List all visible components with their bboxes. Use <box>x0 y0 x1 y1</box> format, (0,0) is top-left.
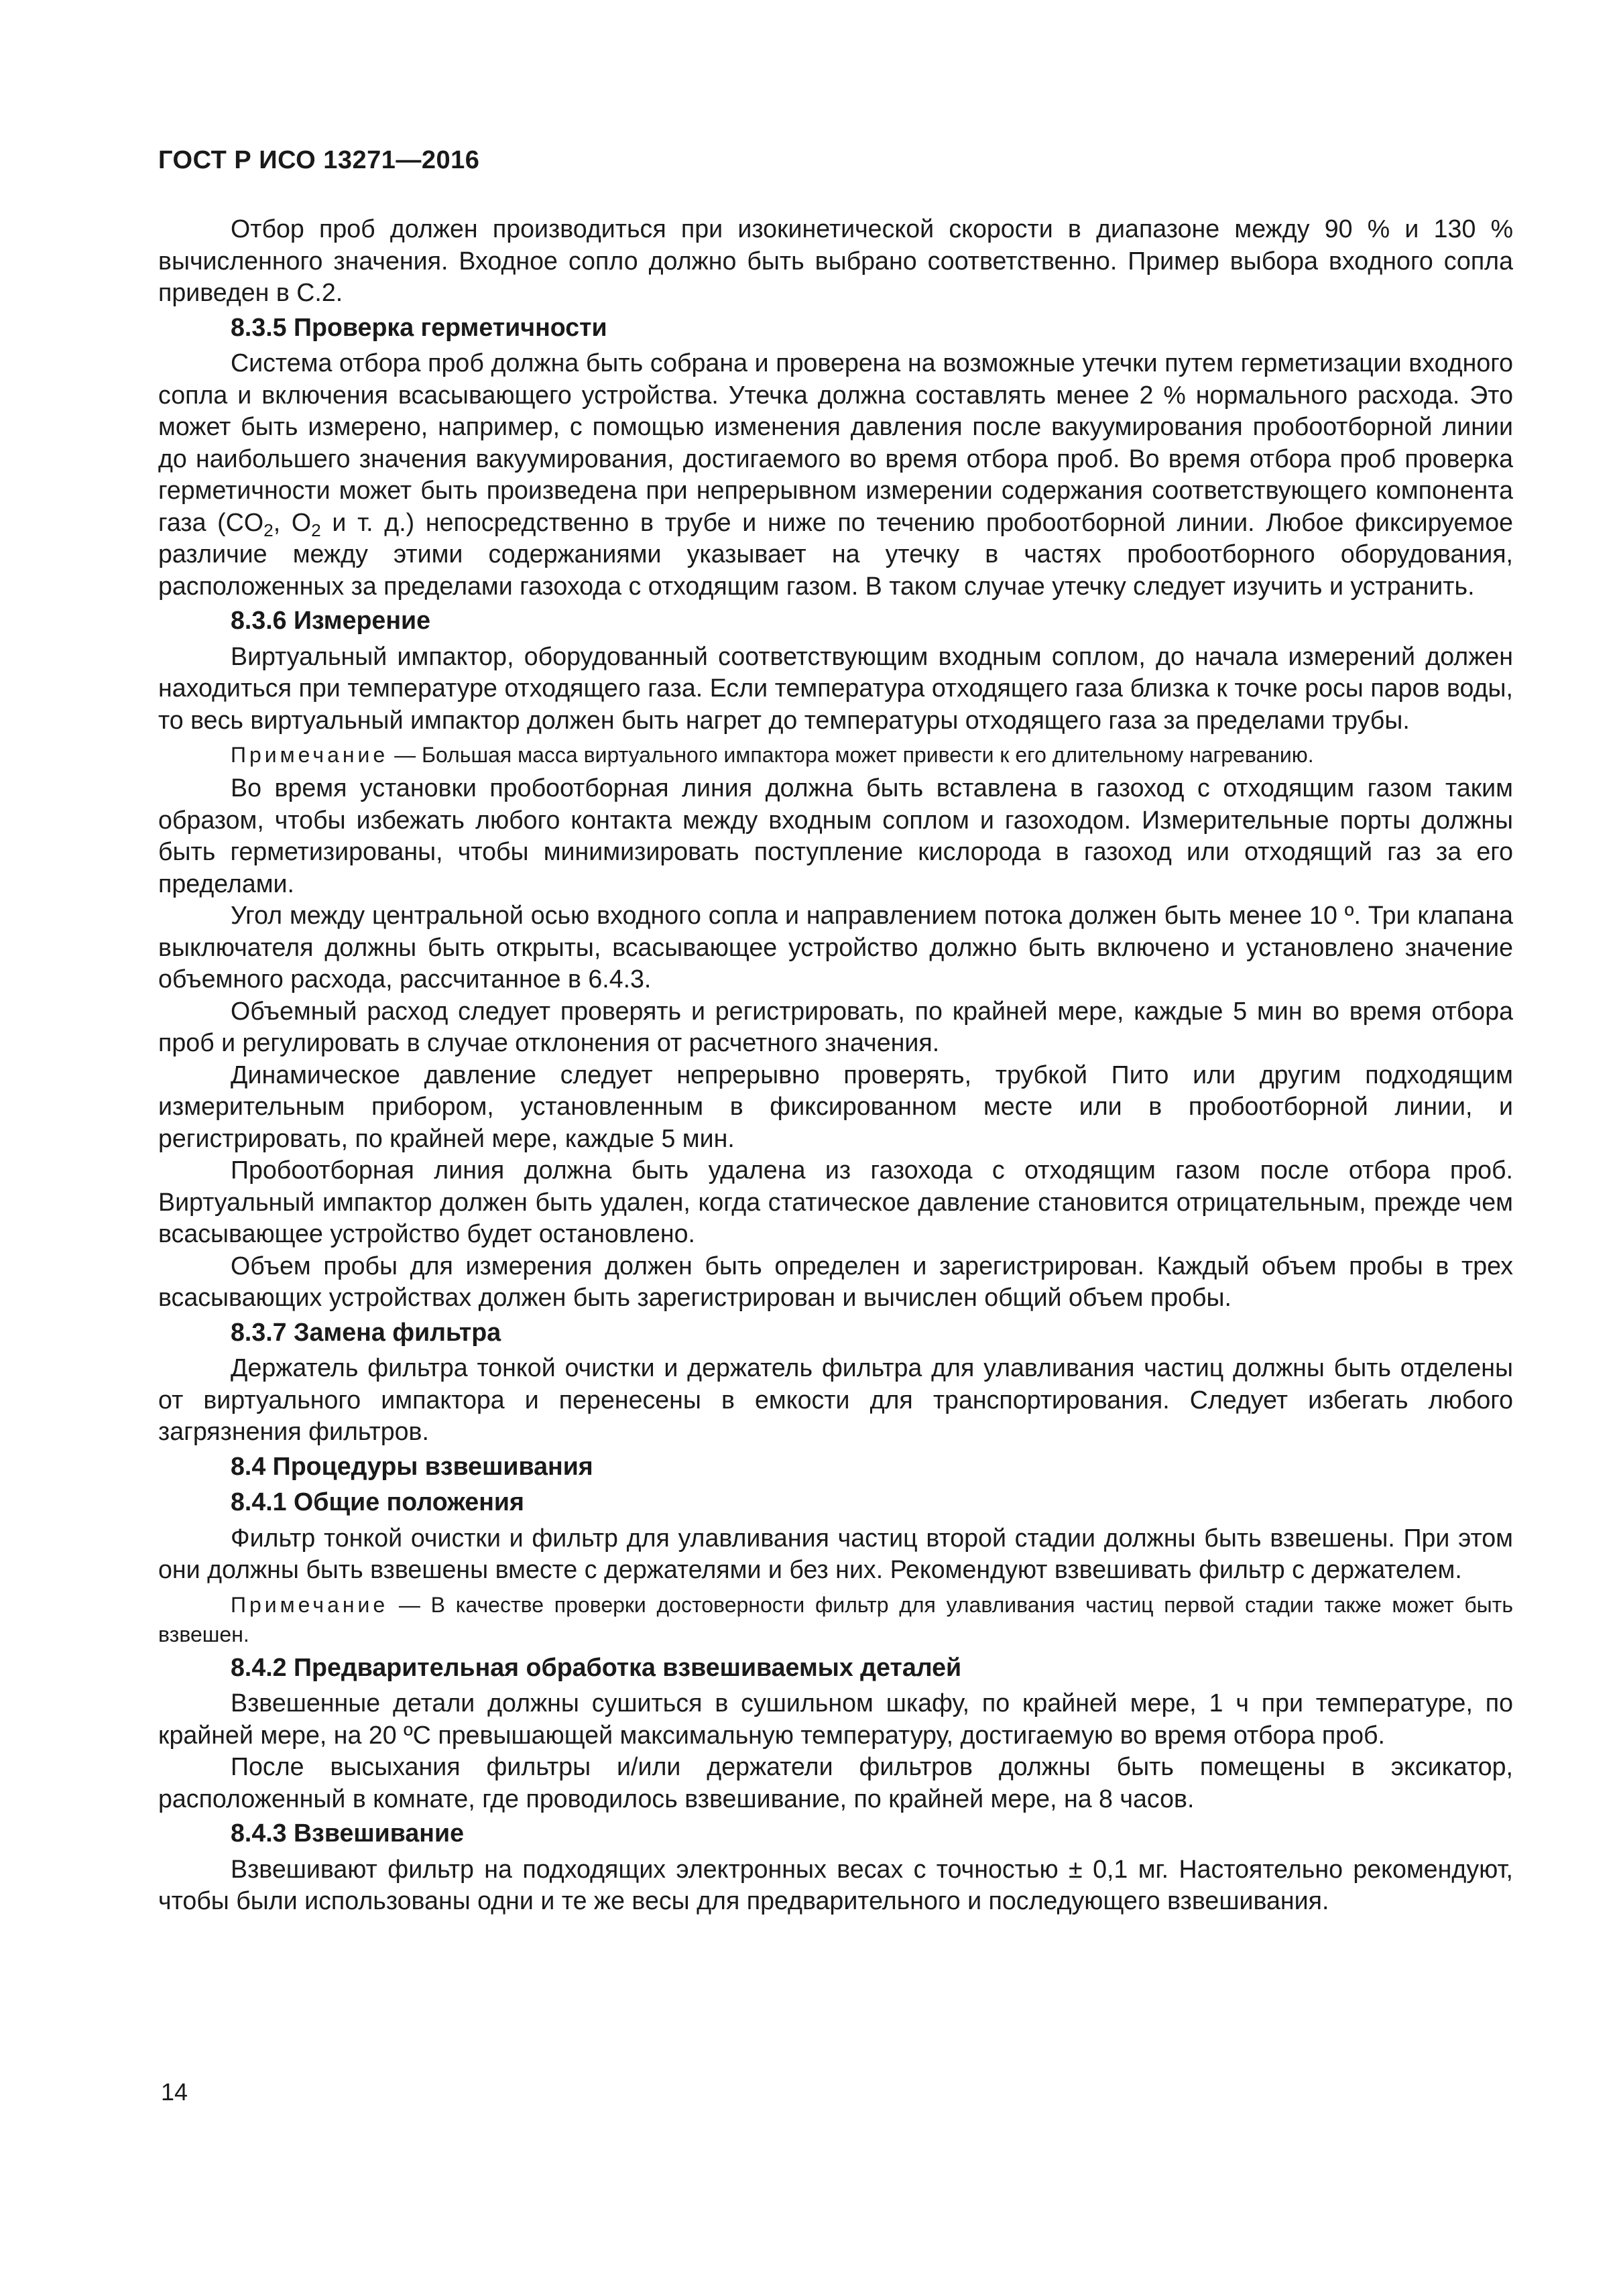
paragraph: Объем пробы для измерения должен быть определен и зарегистрирован. Каждый объем пробы в трех всасывающих устройствах должен быть зарегистрирован и вычислен общий объем пробы. <box>158 1251 1513 1311</box>
paragraph: Система отбора проб должна быть собрана и проверена на возможные утечки путем герметизации входного сопла и включения всасывающего устройства. Утечка должна составлять менее 2 % нормального расхода. Это может быть измерено, например, с помощью изменения давления после вакуумирования пробоотборной линии до наибольшего значения вакуумирования, достигаемого во время отбора проб. Во время отбора проб проверка герметичности может быть произведена при непрерывном измерении содержания соответствующего компонента газа ($CO_2$, $O_2$ и т. д.) непосредственно в трубе и ниже по течению пробоотборной линии. Любое фиксируемое различие между этими содержаниями указывает на утечку в частях пробоотборного оборудования, расположенных за пределами газохода с отходящим газом. В таком случае утечку следует изучить и устранить. <box>158 349 1513 600</box>
note: Примечание — Большая масса виртуального импактора может привести к его длительному нагреванию. <box>231 743 1314 767</box>
paragraph: Взвешивают фильтр на подходящих электронных весах с точностью ± 0,1 мг. Настоятельно рекомендуют, чтобы были использованы одни и те же весы для предварительного и последующего взвешивания. <box>158 1854 1513 1915</box>
section-heading: 8.3.5 Проверка герметичности <box>231 312 607 341</box>
paragraph: После высыхания фильтры и/или держатели фильтров должны быть помещены в эксикатор, расположенный в комнате, где проводилось взвешивание, по крайней мере, на 8 часов. <box>158 1752 1513 1813</box>
section-heading: 8.3.6 Измерение <box>231 606 431 634</box>
note-label: Примечание <box>231 1592 389 1617</box>
document-header: ГОСТ Р ИСО 13271—2016 <box>158 146 480 174</box>
paragraph: Пробоотборная линия должна быть удалена из газохода с отходящим газом после отбора проб. Виртуальный импактор должен быть удален, когда статическое давление становится отрицательным, прежде чем всасывающее устройство будет остановлено. <box>158 1156 1513 1248</box>
section-heading: 8.4.1 Общие положения <box>231 1488 524 1516</box>
note: Примечание — В качестве проверки достоверности фильтр для улавливания частиц первой стадии также может быть взвешен. <box>158 1592 1513 1646</box>
section-heading: 8.4.2 Предварительная обработка взвешиваемых деталей <box>231 1652 962 1681</box>
section-heading: 8.4.3 Взвешивание <box>231 1819 464 1847</box>
paragraph: Фильтр тонкой очистки и фильтр для улавливания частиц второй стадии должны быть взвешены. При этом они должны быть взвешены вместе с держателями и без них. Рекомендуют взвешивать фильтр с держателем. <box>158 1523 1513 1583</box>
page-number: 14 <box>161 2078 188 2106</box>
paragraph: Взвешенные детали должны сушиться в сушильном шкафу, по крайней мере, 1 ч при температуре, по крайней мере, на 20 ºС превышающей максимальную температуру, достигаемую во время отбора проб. <box>158 1689 1513 1749</box>
document-page <box>158 0 1513 2296</box>
paragraph: Объемный расход следует проверять и регистрировать, по крайней мере, каждые 5 мин во время отбора проб и регулировать в случае отклонения от расчетного значения. <box>158 996 1513 1056</box>
paragraph: Угол между центральной осью входного сопла и направлением потока должен быть менее 10 º. Три клапана выключателя должны быть открыты, всасывающее устройство должно быть включено и установлено значение объемного расхода, рассчитанное в 6.4.3. <box>158 901 1513 993</box>
paragraph: Динамическое давление следует непрерывно проверять, трубкой Пито или другим подходящим измерительным прибором, установленным в фиксированном месте или в пробоотборной линии, и регистрировать, по крайней мере, каждые 5 мин. <box>158 1060 1513 1152</box>
paragraph: Во время установки пробоотборная линия должна быть вставлена в газоход с отходящим газом таким образом, чтобы избежать любого контакта между входным соплом и газоходом. Измерительные порты должны быть герметизированы, чтобы минимизировать поступление кислорода в газоход или отходящий газ за его пределами. <box>158 774 1513 898</box>
paragraph: Держатель фильтра тонкой очистки и держатель фильтра для улавливания частиц должны быть отделены от виртуального импактора и перенесены в емкости для транспортирования. Следует избегать любого загрязнения фильтров. <box>158 1353 1513 1445</box>
section-heading: 8.3.7 Замена фильтра <box>231 1317 501 1346</box>
paragraph: Виртуальный импактор, оборудованный соответствующим входным соплом, до начала измерений должен находиться при температуре отходящего газа. Если температура отходящего газа близка к точке росы паров воды, то весь виртуальный импактор должен быть нагрет до температуры отходящего газа за пределами трубы. <box>158 642 1513 734</box>
paragraph: Отбор проб должен производиться при изокинетической скорости в диапазоне между 90 % и 130 % вычисленного значения. Входное сопло должно быть выбрано соответственно. Пример выбора входного сопла приведен в С.2. <box>158 215 1513 306</box>
note-label: Примечание <box>231 743 389 767</box>
document-body <box>158 213 1513 1917</box>
section-heading: 8.4 Процедуры взвешивания <box>231 1451 593 1480</box>
